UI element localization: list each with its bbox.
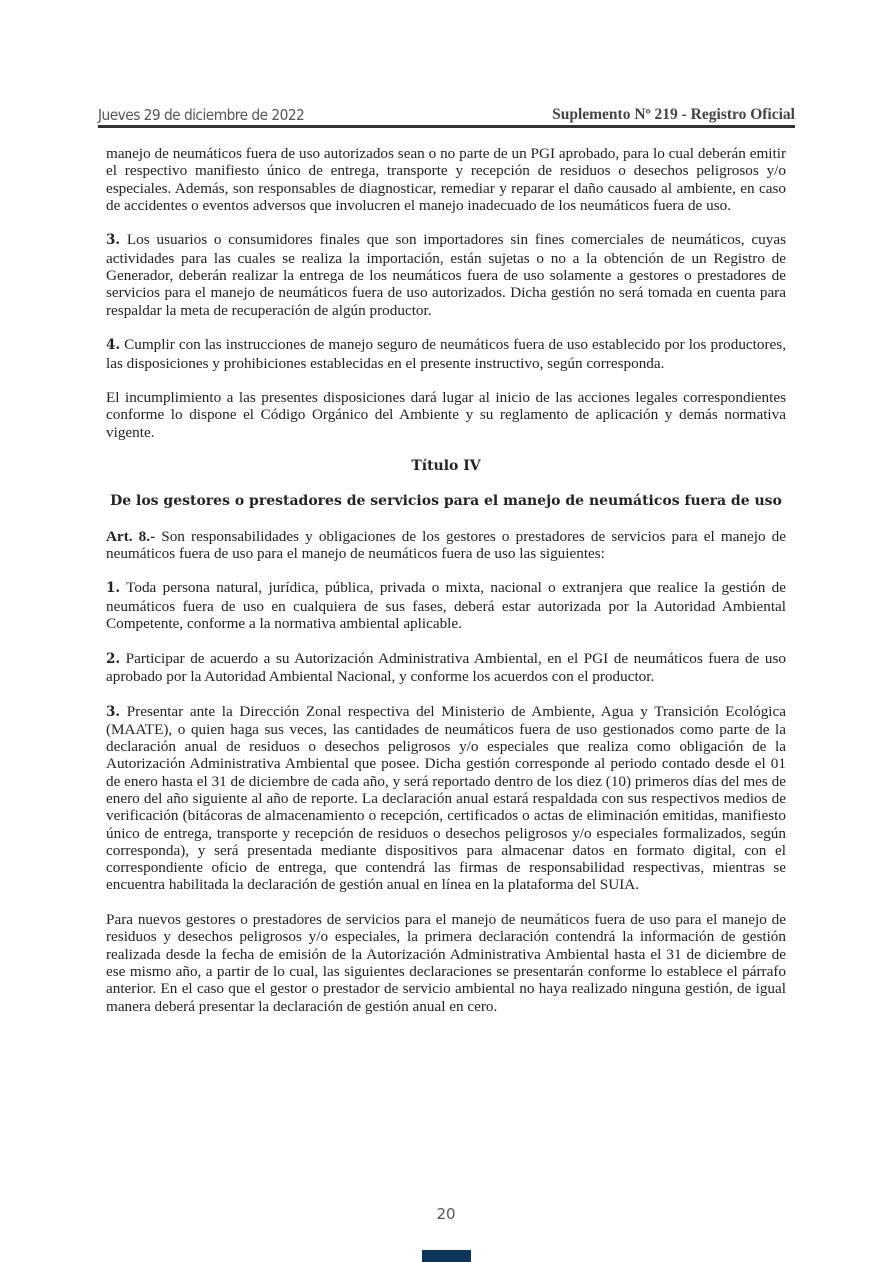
article-label: Art. 8.-: [106, 527, 156, 545]
item-text: Participar de acuerdo a su Autorización Administrativa Ambiental, en el PGI de neumáticos fuera de uso aprobado por la Autoridad Ambiental Nacional, y conforme los acuerdos con el productor.: [106, 649, 786, 685]
document-body: [106, 145, 786, 1032]
item-number: 3.: [106, 232, 121, 249]
header-publication: Suplemento Nº 219 - Registro Oficial: [552, 106, 795, 123]
section-title: Título IV: [411, 458, 481, 475]
item-number: 4.: [106, 337, 121, 354]
page-header: [98, 104, 795, 124]
item-number: 1.: [106, 580, 121, 597]
article-item-2: [106, 650, 786, 686]
paragraph-continuation: manejo de neumáticos fuera de uso autorizados sean o no parte de un PGI aprobado, para lo cual deberán emitir el respectivo manifiesto único de entrega, transporte y recepción de residuos o desechos peligrosos y/o especiales. Además, son responsables de diagnosticar, remediar y reparar el daño causado al ambiente, en caso de accidentes o eventos adversos que involucren el manejo inadecuado de los neumáticos fuera de uso.: [106, 145, 786, 214]
footer-bar: [422, 1250, 471, 1262]
article-closing: Para nuevos gestores o prestadores de servicios para el manejo de neumáticos fuera de uso para el manejo de residuos y desechos peligrosos y/o especiales, la primera declaración contendrá la información de gestión realizada desde la fecha de emisión de la Autorización Administrativa Ambiental hasta el 31 de diciembre de ese mismo año, a partir de lo cual, las siguientes declaraciones se presentarán conforme lo establece el párrafo anterior. En el caso que el gestor o prestador de servicio ambiental no haya realizado ninguna gestión, de igual manera deberá presentar la declaración de gestión anual en cero.: [106, 911, 786, 1015]
article-intro-text: Son responsabilidades y obligaciones de los gestores o prestadores de servicios para el manejo de neumáticos fuera de uso para el manejo de neumáticos fuera de uso las siguientes:: [106, 527, 786, 562]
paragraph-item-3: [106, 231, 786, 318]
item-text: Toda persona natural, jurídica, pública, privada o mixta, nacional o extranjera que realice la gestión de neumáticos fuera de uso en cualquiera de sus fases, deberá estar autorizada por la Autoridad Ambiental Competente, conforme a la normativa ambiental aplicable.: [106, 579, 786, 633]
item-number: 3.: [106, 703, 121, 720]
article-item-1: [106, 579, 786, 632]
article-intro: [106, 528, 786, 563]
paragraph-item-4: [106, 336, 786, 372]
item-number: 2.: [106, 650, 121, 667]
section-subtitle: De los gestores o prestadores de servicios para el manejo de neumáticos fuera de uso: [110, 492, 782, 509]
header-date: Jueves 29 de diciembre de 2022: [98, 106, 305, 124]
page-number: 20: [436, 1205, 456, 1223]
article-item-3: [106, 703, 786, 894]
header-rule: [98, 125, 795, 128]
item-text: Los usuarios o consumidores finales que son importadores sin fines comerciales de neumáticos, cuyas actividades para las cuales se realiza la importación, están sujetas o no a la obtención de un Registro de Generador, deberán realizar la entrega de los neumáticos fuera de uso solamente a gestores o prestadores de servicios para el manejo de neumáticos fuera de uso autorizados. Dicha gestión no será tomada en cuenta para respaldar la meta de recuperación de algún productor.: [106, 231, 786, 319]
item-text: Cumplir con las instrucciones de manejo seguro de neumáticos fuera de uso establecido por los productores, las disposiciones y prohibiciones establecidas en el presente instructivo, según corresponda.: [106, 336, 786, 372]
paragraph-incumplimiento: El incumplimiento a las presentes disposiciones dará lugar al inicio de las acciones legales correspondientes conforme lo dispone el Código Orgánico del Ambiente y su reglamento de aplicación y demás normativa vigente.: [106, 389, 786, 441]
item-text: Presentar ante la Dirección Zonal respectiva del Ministerio de Ambiente, Agua y Transición Ecológica (MAATE), o quien haga sus veces, las cantidades de neumáticos fuera de uso gestionados como parte de la declaración anual de residuos o desechos peligrosos y/o especiales que realiza como obligación de la Autorización Administrativa Ambiental que posee. Dicha gestión corresponde al periodo contado desde el 01 de enero hasta el 31 de diciembre de cada año, y será reportado dentro de los diez (10) primeros días del mes de enero del año siguiente al año de reporte. La declaración anual estará respaldada con sus respectivos medios de verificación (bitácoras de almacenamiento o recepción, certificados o actas de eliminación emitidas, manifiesto único de entrega, transporte y recepción de residuos o desechos peligrosos y/o especiales formalizados, según corresponda), y será presentada mediante dispositivos para almacenar datos en formato digital, con el correspondiente oficio de entrega, que contendrá las firmas de responsabilidad respectivas, mientras se encuentra habilitada la declaración de gestión anual en línea en la plataforma del SUIA.: [106, 702, 786, 894]
